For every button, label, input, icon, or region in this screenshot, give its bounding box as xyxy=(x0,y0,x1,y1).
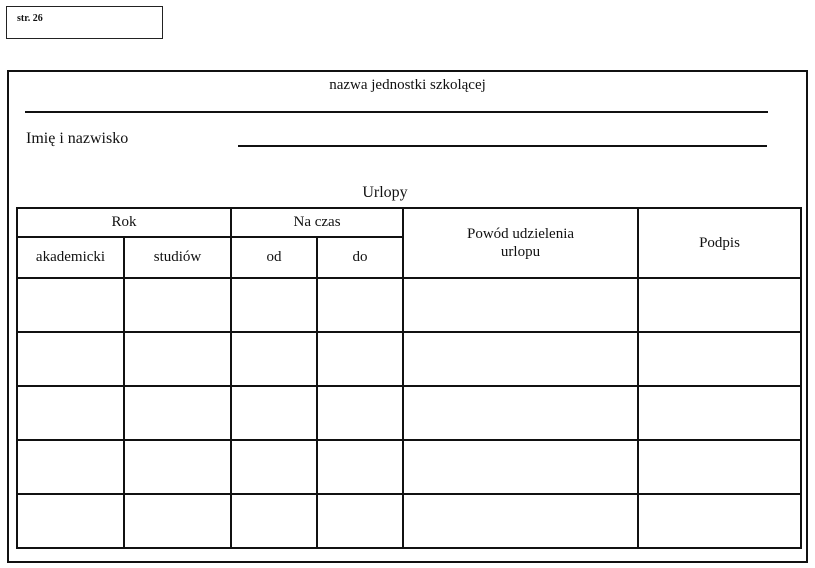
table-cell[interactable] xyxy=(403,386,638,440)
header-reason-line1: Powód udzielenia xyxy=(466,226,575,242)
table-cell[interactable] xyxy=(231,278,317,332)
table-cell[interactable] xyxy=(124,386,231,440)
unit-name-caption: nazwa jednostki szkolącej xyxy=(329,77,486,93)
table-row xyxy=(17,278,801,332)
table-cell[interactable] xyxy=(17,386,124,440)
table-row xyxy=(17,332,801,386)
table-row xyxy=(17,440,801,494)
header-to: do xyxy=(317,237,403,278)
table-cell[interactable] xyxy=(17,332,124,386)
table-cell[interactable] xyxy=(231,440,317,494)
table-cell[interactable] xyxy=(317,440,403,494)
table-cell[interactable] xyxy=(403,278,638,332)
table-cell[interactable] xyxy=(638,386,801,440)
table-cell[interactable] xyxy=(403,440,638,494)
table-cell[interactable] xyxy=(638,278,801,332)
table-row xyxy=(17,386,801,440)
table-cell[interactable] xyxy=(317,386,403,440)
table-cell[interactable] xyxy=(17,494,124,548)
table-cell[interactable] xyxy=(17,440,124,494)
table-cell[interactable] xyxy=(124,440,231,494)
header-period: Na czas xyxy=(231,208,403,237)
table-cell[interactable] xyxy=(231,494,317,548)
table-cell[interactable] xyxy=(638,494,801,548)
page-number: str. 26 xyxy=(17,13,43,24)
header-from: od xyxy=(231,237,317,278)
header-year: Rok xyxy=(17,208,231,237)
name-line xyxy=(238,145,767,147)
table-cell[interactable] xyxy=(231,332,317,386)
table-cell[interactable] xyxy=(124,494,231,548)
table-cell[interactable] xyxy=(124,278,231,332)
header-study: studiów xyxy=(124,237,231,278)
unit-name-line xyxy=(25,111,768,113)
table-cell[interactable] xyxy=(124,332,231,386)
header-academic: akademicki xyxy=(17,237,124,278)
header-reason xyxy=(403,208,638,278)
table-row xyxy=(17,494,801,548)
table-cell[interactable] xyxy=(403,332,638,386)
header-reason-line2: urlopu xyxy=(500,244,541,260)
name-label: Imię i nazwisko xyxy=(26,130,129,147)
table-cell[interactable] xyxy=(17,278,124,332)
table-cell[interactable] xyxy=(317,278,403,332)
table-cell[interactable] xyxy=(231,386,317,440)
header-signature: Podpis xyxy=(638,208,801,278)
table-cell[interactable] xyxy=(638,440,801,494)
leave-table xyxy=(16,207,802,549)
table-cell[interactable] xyxy=(403,494,638,548)
table-cell[interactable] xyxy=(317,332,403,386)
table-title: Urlopy xyxy=(362,184,408,201)
table-cell[interactable] xyxy=(317,494,403,548)
table-cell[interactable] xyxy=(638,332,801,386)
page-number-box xyxy=(6,6,163,39)
